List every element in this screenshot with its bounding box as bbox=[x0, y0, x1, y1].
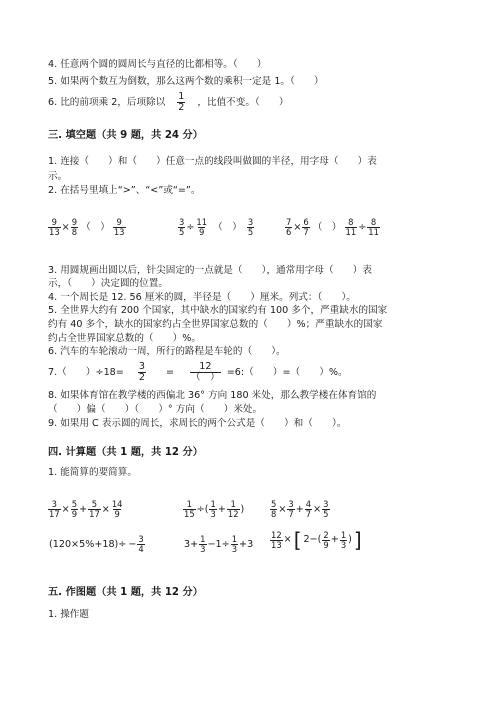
judge-q5: 5. 如果两个数互为倒数，那么这两个数的乘积一定是 1。（ ） bbox=[48, 76, 324, 87]
math-token: 11 bbox=[345, 226, 357, 237]
math-token: 13 bbox=[271, 539, 282, 550]
math-token: 1 bbox=[230, 499, 236, 509]
math-token: 14 bbox=[111, 499, 123, 509]
math-token: ) bbox=[348, 534, 352, 546]
fraction bbox=[367, 218, 380, 237]
fill-q5-line3: 约占全世界国家总数的（ ）%。 bbox=[48, 333, 202, 344]
fraction bbox=[183, 500, 196, 519]
q7-fraction-1 bbox=[138, 362, 146, 383]
fraction bbox=[48, 218, 61, 237]
math-token: × bbox=[61, 503, 70, 515]
math-token: 3 bbox=[51, 499, 57, 509]
fraction bbox=[71, 218, 78, 237]
math-token: 3 bbox=[247, 217, 254, 227]
math-token: [ bbox=[293, 528, 302, 552]
math-token: 1 bbox=[186, 499, 192, 509]
math-token: 5 bbox=[179, 226, 185, 237]
math-token: 12 bbox=[199, 361, 212, 372]
math-token: × bbox=[293, 221, 302, 233]
math-token: + bbox=[79, 503, 88, 515]
math-token: 5 bbox=[323, 508, 329, 519]
fill-q8-line2: （ ）偏（ ）（ ）° 方向（ ）米处。 bbox=[48, 404, 263, 415]
math-token: − bbox=[128, 538, 137, 550]
math-token: 4 bbox=[305, 499, 312, 509]
fraction bbox=[340, 531, 347, 550]
math-token: 3 bbox=[200, 543, 206, 554]
math-token: 2−( bbox=[303, 534, 322, 546]
q7-fraction-2 bbox=[190, 362, 221, 383]
math-token: ÷ bbox=[358, 221, 367, 233]
math-token: + bbox=[330, 534, 339, 546]
fraction-denominator: 2 bbox=[178, 102, 185, 114]
math-token: 3 bbox=[288, 499, 294, 509]
math-token: 1 bbox=[231, 534, 238, 544]
math-token: × bbox=[61, 221, 70, 233]
math-token: −1÷ bbox=[207, 538, 230, 550]
math-token: 9 bbox=[71, 217, 78, 227]
math-token: 5 bbox=[271, 499, 277, 509]
fraction bbox=[48, 500, 61, 519]
math-token: 8 bbox=[271, 508, 277, 519]
math-token: 3 bbox=[323, 499, 329, 509]
math-token: 7 bbox=[305, 508, 312, 519]
math-token: × bbox=[313, 503, 322, 515]
calc-expr-2 bbox=[183, 500, 245, 519]
math-token: 3 bbox=[340, 539, 347, 550]
math-token: 12 bbox=[227, 508, 239, 519]
judge-q4: 4. 任意两个圆的圆周长与直径的比都相等。（ ） bbox=[48, 59, 267, 70]
calc-expr-1 bbox=[48, 500, 124, 519]
fill-q2: 2. 在括号里填上“>”、“<”或“=”。 bbox=[48, 185, 201, 196]
math-token: 12 bbox=[271, 529, 282, 540]
math-token: 13 bbox=[49, 226, 60, 237]
math-token: ) bbox=[240, 503, 245, 515]
compare-item-3 bbox=[285, 218, 380, 237]
math-token: 9 bbox=[114, 508, 120, 519]
math-token: 11 bbox=[196, 217, 208, 227]
calc-expr-4 bbox=[48, 535, 145, 554]
section4-title: 四. 计算题（共 1 题，共 12 分） bbox=[48, 447, 203, 458]
calc-expr-3 bbox=[270, 500, 330, 519]
math-token: 9 bbox=[116, 217, 122, 227]
draw-q1: 1. 操作题 bbox=[48, 609, 89, 620]
math-token: = bbox=[165, 366, 174, 378]
fraction bbox=[199, 535, 206, 554]
fraction bbox=[285, 218, 292, 237]
math-token: 9 bbox=[51, 217, 57, 227]
math-token: 7.（ ）÷18= bbox=[48, 366, 124, 378]
fraction bbox=[113, 218, 126, 237]
math-token: 15 bbox=[184, 508, 195, 519]
math-token: 7 bbox=[286, 217, 292, 227]
fraction bbox=[302, 218, 309, 237]
math-token: 5 bbox=[71, 499, 78, 509]
math-token: 3 bbox=[179, 217, 185, 227]
math-token: 3 bbox=[138, 534, 144, 544]
section3-title: 三. 填空题（共 9 题，共 24 分） bbox=[48, 130, 203, 141]
math-token: 8 bbox=[71, 226, 78, 237]
fraction bbox=[231, 535, 238, 554]
math-token: 1 bbox=[210, 499, 216, 509]
fraction bbox=[345, 218, 358, 237]
fill-q3-line2: 示，（ ）决定圆的位置。 bbox=[48, 278, 168, 289]
math-token: 13 bbox=[113, 226, 125, 237]
math-token: 17 bbox=[49, 508, 60, 519]
math-token: (120×5%+18)÷ bbox=[49, 538, 127, 550]
math-token: =6:（ ）=（ ）%。 bbox=[226, 366, 348, 378]
compare-blank: （ ） bbox=[81, 221, 110, 233]
math-token: ÷ bbox=[186, 221, 195, 233]
fraction bbox=[227, 500, 240, 519]
fill-q7 bbox=[48, 362, 348, 383]
fraction bbox=[287, 500, 294, 519]
math-token: ] bbox=[353, 528, 362, 552]
fill-q5-line2: 约有 40 多个，缺水的国家约占全世界国家总数的（ ）%；严重缺水的国家 bbox=[48, 319, 383, 330]
fill-q8-line1: 8. 如果体育馆在教学楼的西偏北 36° 方向 180 米处，那么教学楼在体育馆的 bbox=[48, 390, 377, 401]
math-token: 5 bbox=[247, 226, 254, 237]
fraction-numerator: 1 bbox=[178, 91, 185, 102]
fraction bbox=[209, 500, 216, 519]
judge-q6-fraction bbox=[177, 92, 185, 113]
math-token: 9 bbox=[71, 508, 78, 519]
math-token: 5 bbox=[91, 499, 98, 509]
math-token: 6 bbox=[286, 226, 292, 237]
math-token: 17 bbox=[89, 508, 100, 519]
math-token: 3 bbox=[231, 543, 238, 554]
math-token: × bbox=[283, 534, 292, 546]
fraction bbox=[137, 535, 144, 554]
compare-item-2 bbox=[178, 218, 254, 237]
fill-q5-line1: 5. 全世界大约有 200 个国家，其中缺水的国家约有 100 多个，严重缺水的国家 bbox=[48, 305, 388, 316]
fraction bbox=[270, 500, 277, 519]
math-token: 2 bbox=[138, 372, 145, 384]
math-token: × bbox=[101, 503, 110, 515]
math-token: +3 bbox=[239, 538, 254, 550]
fill-q1-line2: 示。 bbox=[48, 171, 68, 182]
fraction bbox=[71, 500, 78, 519]
math-token: 11 bbox=[368, 226, 379, 237]
math-token: 3+ bbox=[184, 538, 199, 550]
fill-q9: 9. 如果用 C 表示圆的周长，求周长的两个公式是（ ）和（ ）。 bbox=[48, 418, 347, 429]
math-token: 4 bbox=[138, 543, 144, 554]
calc-expr-6 bbox=[270, 530, 363, 550]
judge-q6-pre: 6. 比的前项乘 2，后项除以 bbox=[48, 96, 166, 108]
fraction bbox=[322, 500, 329, 519]
math-token: 8 bbox=[370, 217, 377, 227]
fraction bbox=[305, 500, 312, 519]
math-token: + bbox=[295, 503, 304, 515]
calc-expr-5 bbox=[183, 535, 254, 554]
math-token: 2 bbox=[323, 529, 329, 540]
math-token: × bbox=[278, 503, 287, 515]
fill-q4: 4. 一个周长是 12. 56 厘米的圆，半径是（ ）厘米。列式：（ ）。 bbox=[48, 292, 356, 303]
fraction bbox=[322, 531, 329, 550]
math-token: 3 bbox=[138, 361, 145, 372]
math-token: 7 bbox=[303, 226, 309, 237]
fraction bbox=[270, 531, 283, 550]
math-token: 1 bbox=[200, 534, 206, 544]
fraction bbox=[195, 218, 208, 237]
fill-q6: 6. 汽车的车轮滚动一周，所行的路程是车轮的（ ）。 bbox=[48, 346, 286, 357]
section5-title: 五. 作图题（共 1 题，共 12 分） bbox=[48, 587, 203, 598]
compare-blank: （ ） bbox=[312, 221, 342, 233]
math-token: 3 bbox=[210, 508, 216, 519]
fill-q3-line1: 3. 用圆规画出圆以后，针尖固定的一点就是（ ），通常用字母（ ）表 bbox=[48, 265, 372, 276]
math-token: （ ） bbox=[190, 372, 220, 384]
math-token: ÷( bbox=[196, 503, 209, 515]
calc-q1: 1. 能简算的要简算。 bbox=[48, 467, 137, 478]
math-token: 8 bbox=[348, 217, 354, 227]
judge-q6-post: ，比值不变。（ ） bbox=[197, 96, 289, 108]
math-token: 1 bbox=[340, 529, 347, 540]
fraction bbox=[111, 500, 124, 519]
compare-blank: （ ） bbox=[213, 221, 242, 233]
fraction bbox=[247, 218, 254, 237]
math-token: 6 bbox=[303, 217, 309, 227]
math-token: 7 bbox=[288, 508, 294, 519]
fill-q1-line1: 1. 连接（ ）和（ ）任意一点的线段叫做圆的半径，用字母（ ）表 bbox=[48, 156, 377, 167]
math-token: 9 bbox=[199, 226, 205, 237]
math-token: 9 bbox=[323, 539, 329, 550]
fraction bbox=[178, 218, 185, 237]
judge-q6 bbox=[48, 92, 289, 113]
compare-item-1 bbox=[48, 218, 126, 237]
fraction bbox=[88, 500, 101, 519]
math-token: + bbox=[217, 503, 226, 515]
